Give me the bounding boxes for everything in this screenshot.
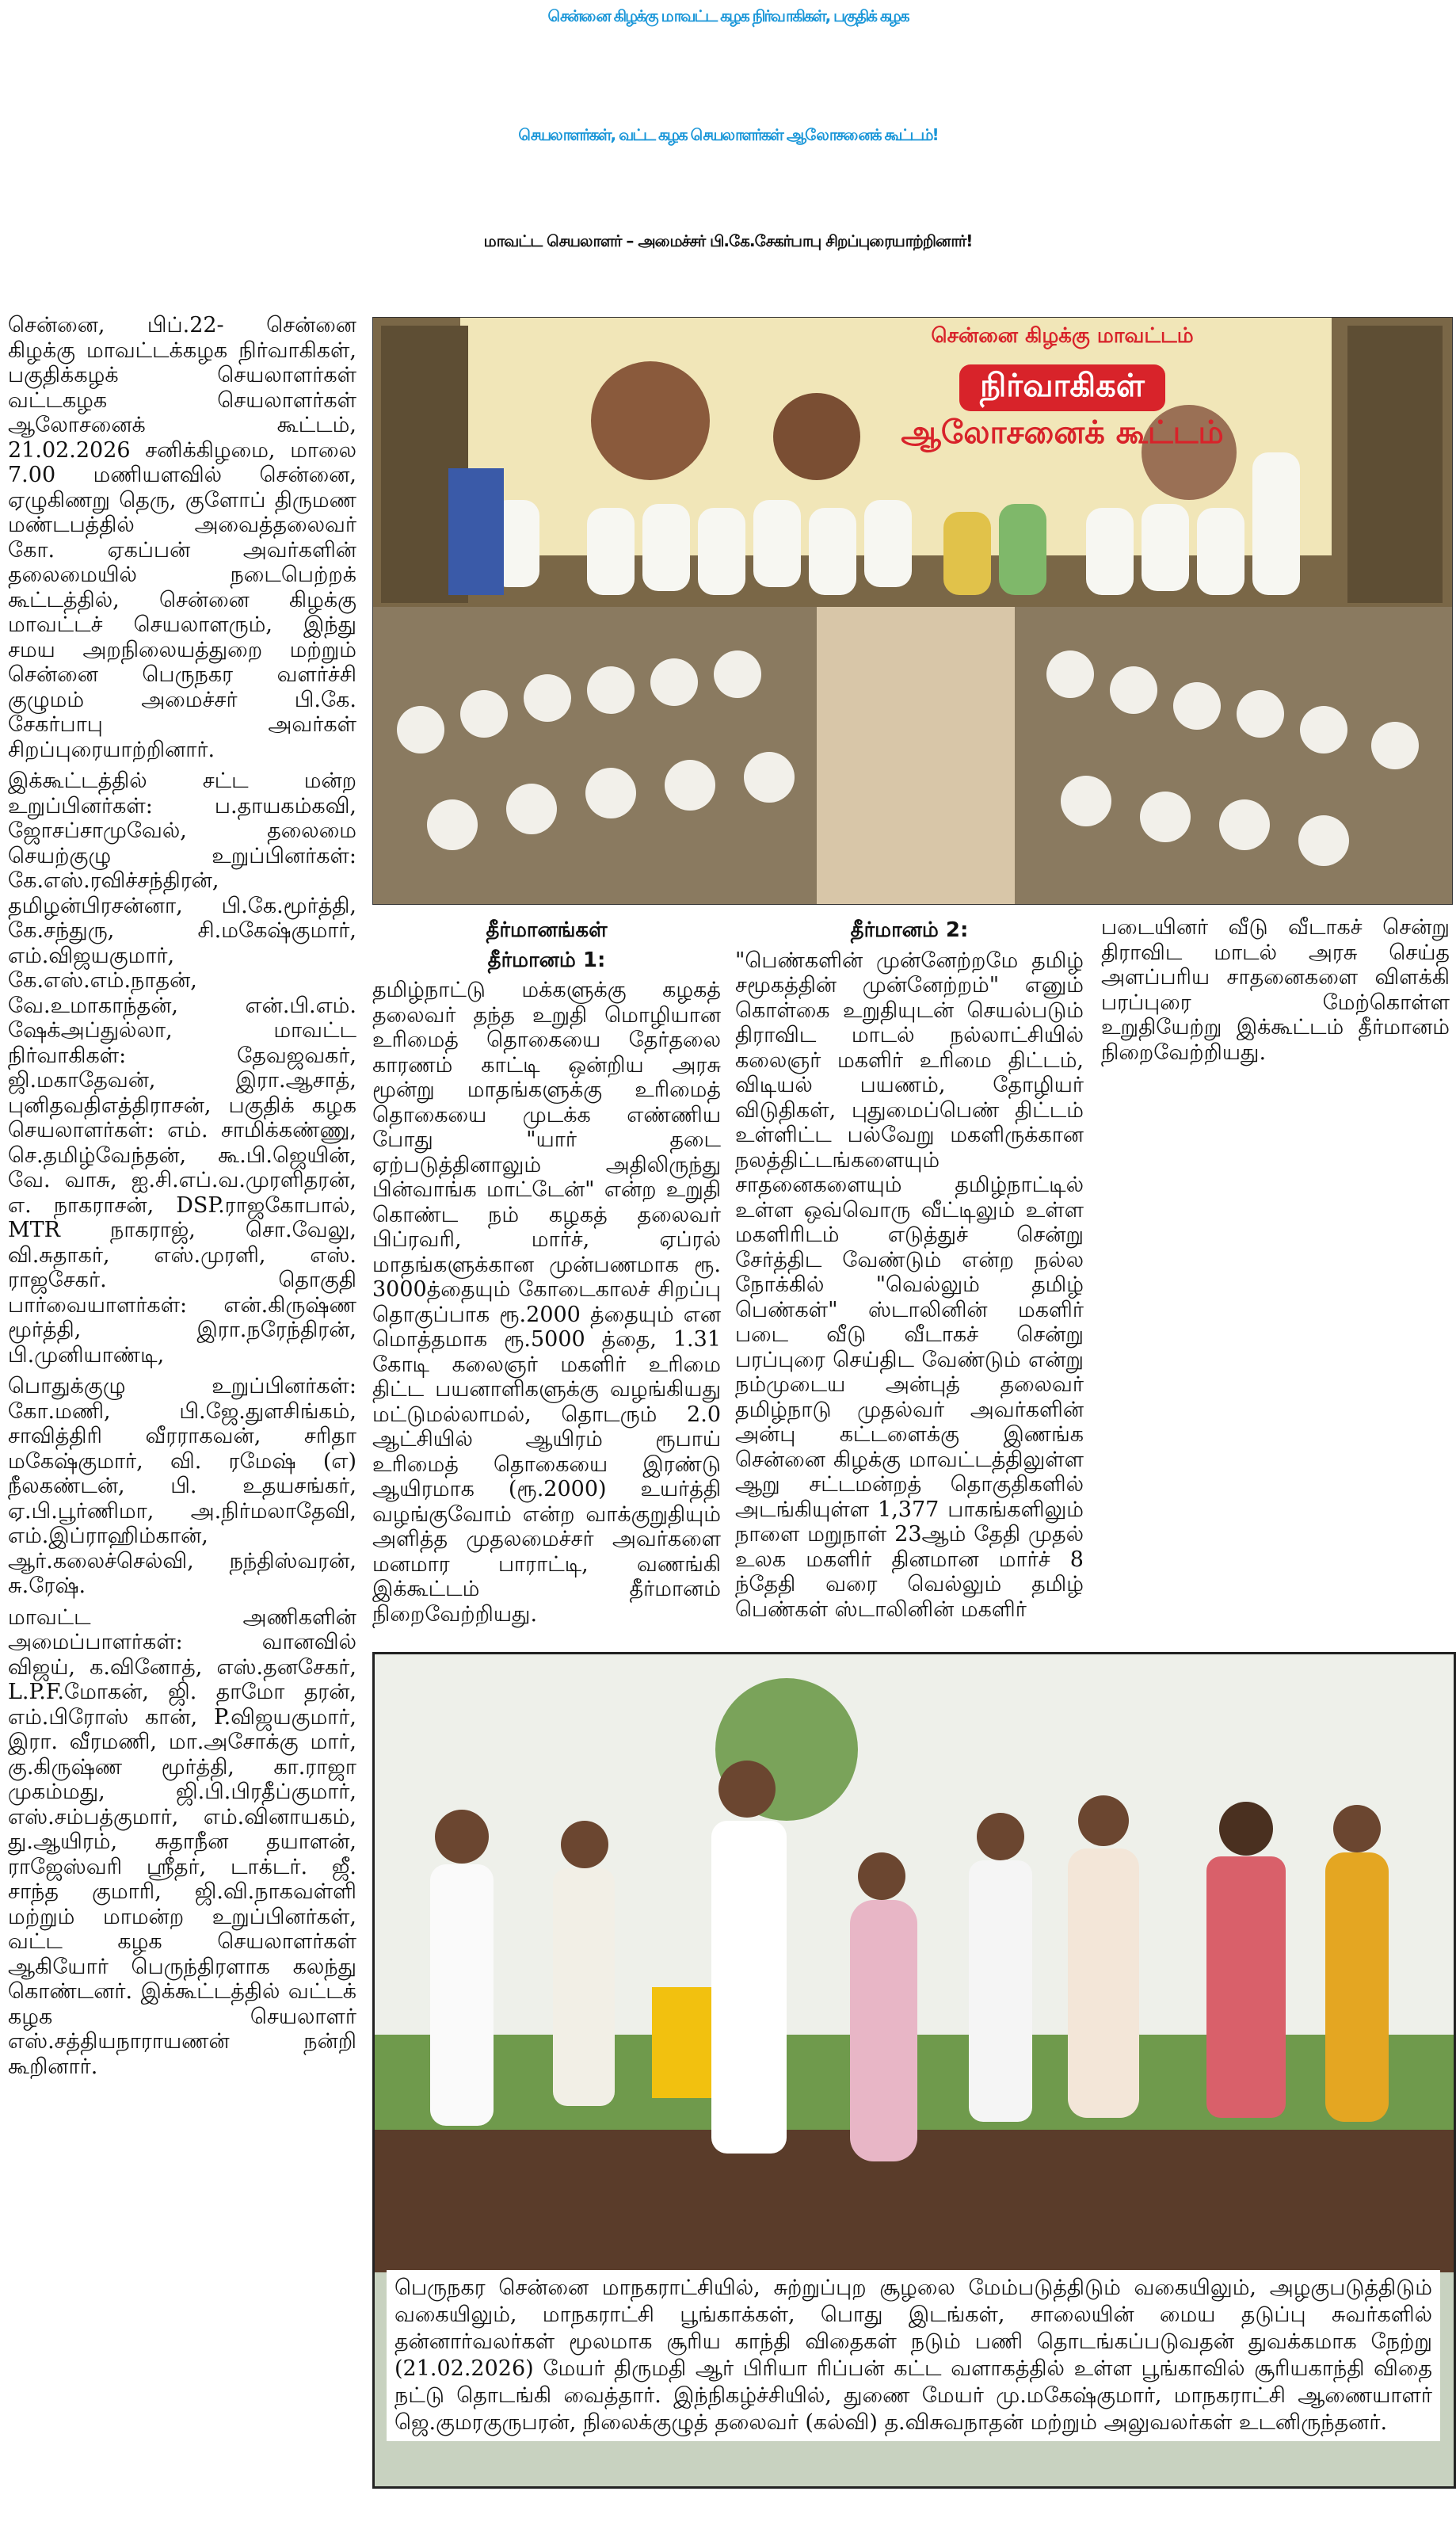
article-column-3: [735, 915, 1084, 1628]
resolution-1-heading: தீர்மானம் 1:: [487, 948, 606, 972]
resolution-2-text: "பெண்களின் முன்னேற்றமே தமிழ் சமூகத்தின் முன்னேற்றம்" எனும் கொள்கை உறுதியுடன் செயல்படும் திராவிட மாடல் நல்லாட்சியில் கலைஞர் மகளிர் உரிமை திட்டம், விடியல் பயணம், தோழியர் விடுதிகள், புதுமைப்பெண் திட்டம் உள்ளிட்ட பல்வேறு மகளிருக்கான நலத்திட்டங்களையும் சாதனைகளையும் தமிழ்நாட்டில் உள்ள ஒவ்வொரு வீட்டிலும் உள்ள மகளிரிடம் எடுத்துச் சென்று சேர்த்திட வேண்டும் என்ற நல்ல நோக்கில் "வெல்லும் தமிழ் பெண்கள்" ஸ்டாலினின் மகளிர் படை வீடு வீடாகச் சென்று பரப்புரை செய்திட வேண்டும் என்று நம்முடைய அன்புத் தலைவர் தமிழ்நாடு முதல்வர் அவர்களின் அன்பு கட்டளைக்கு இணங்க சென்னை கிழக்கு மாவட்டத்திலுள்ள ஆறு சட்டமன்றத் தொகுதிகளில் அடங்கியுள்ள 1,377 பாகங்களிலும் நாளை மறுநாள் 23ஆம் தேதி முதல் உலக மகளிர் தினமான மார்ச் 8 ந்தேதி வரை வெல்லும் தமிழ் பெண்கள் ஸ்டாலினின் மகளிர்: [735, 948, 1084, 1622]
headline-line-2: செயலாளர்கள், வட்ட கழக செயலாளர்கள் ஆலோசனைக் கூட்டம்!: [518, 125, 938, 144]
resolutions-heading: தீர்மானங்கள்: [486, 918, 608, 942]
subheadline: மாவட்ட செயலாளர் – அமைச்சர் பி.கே.சேகர்பாபு சிறப்புரையாற்றினார்!: [483, 231, 973, 250]
resolution-2-heading: தீர்மானம் 2:: [850, 918, 969, 942]
article-lead-paragraph: சென்னை, பிப்.22- சென்னை கிழக்கு மாவட்டக்கழக நிர்வாகிகள், பகுதிக்கழக் செயலாளர்கள் வட்டகழக செயலாளர்கள் ஆலோசனைக் கூட்டம், 21.02.2026 சனிக்கிழமை, மாலை 7.00 மணியளவில் சென்னை, ஏழுகிணறு தெரு, குளோப் திருமண மண்டபத்தில் அவைத்தலைவர் கோ. ஏகப்பன் அவர்களின் தலைமையில் நடைபெற்றக் கூட்டத்தில், சென்னை கிழக்கு மாவட்டச் செயலாளரும், இந்து சமய அறநிலையத்துறை மற்றும் சென்னை பெருநகர வளர்ச்சி குழுமம் அமைச்சர் பி.கே. சேகர்பாபு அவர்கள் சிறப்புரையாற்றினார்.: [8, 313, 356, 762]
article-column-2: [372, 915, 721, 1628]
meeting-photo: [372, 317, 1453, 905]
article-wing-organizers-paragraph: மாவட்ட அணிகளின் அமைப்பாளர்கள்: வானவில் விஜய், க.வினோத், எஸ்.தனசேகர், L.P.F.மோகன், ஜி. தாமோ தரன், எம்.பிரோஸ் கான், P.விஜயகுமார், இரா. வீரமணி, மா.அசோக்கு மார், கு.கிருஷ்ண மூர்த்தி, கா.ராஜா முகம்மது, ஜி.பி.பிரதீப்குமார், எஸ்.சம்பத்குமார், எம்.வினாயகம், து.ஆயிரம், சுதாநீன தயாளன், ராஜேஸ்வரி ஸ்ரீதர், டாக்டர். ஜீ. சாந்த குமாரி, ஜி.வி.நாகவள்ளி மற்றும் மாமன்ற உறுப்பினர்கள், வட்ட கழக செயலாளர்கள் ஆகியோர் பெருந்திரளாக கலந்து கொண்டனர். இக்கூட்டத்தில் வட்டக் கழக செயலாளர் எஸ்.சத்தியநாராயணன் நன்றி கூறினார்.: [8, 1604, 356, 2079]
banner-top-text: சென்னை கிழக்கு மாவட்டம்: [931, 324, 1194, 348]
photo-caption: பெருநகர சென்னை மாநகராட்சியில், சுற்றுப்புற சூழலை மேம்படுத்திடும் வகையிலும், அழகுபடுத்திடும் வகையிலும், மாநகராட்சி பூங்காக்கள், பொது இடங்கள், சாலையின் மைய தடுப்பு சுவர்களில் தன்னார்வலர்கள் மூலமாக சூரிய காந்தி விதைகள் நடும் பணி தொடங்கப்படுவதன் துவக்கமாக நேற்று (21.02.2026) மேயர் திருமதி ஆர் பிரியா ரிப்பன் கட்ட வளாகத்தில் உள்ள பூங்காவில் சூரியகாந்தி விதை நட்டு தொடங்கி வைத்தார். இந்நிகழ்ச்சியில், துணை மேயர் மு.மகேஷ்குமார், மாநகராட்சி ஆணையாளர் ஜெ.குமரகுருபரன், நிலைக்குழுத் தலைவர் (கல்வி) த.விசுவநாதன் மற்றும் அலுவலர்கள் உடனிருந்தனர்.: [387, 2270, 1440, 2441]
article-column-4: [1101, 915, 1450, 1628]
article-attendees-paragraph: இக்கூட்டத்தில் சட்ட மன்ற உறுப்பினர்கள்: ப.தாயகம்கவி, ஜோசப்சாமுவேல், தலைமை செயற்குழு உறுப்பினர்கள்: கே.எஸ்.ரவிச்சந்திரன், தமிழன்பிரசன்னா, பி.கே.மூர்த்தி, கே.சந்துரு, சி.மகேஷ்குமார், எம்.விஜயகுமார், கே.எஸ்.எம்.நாதன், வே.உமாகாந்தன், என்.பி.எம். ஷேக்அப்துல்லா, மாவட்ட நிர்வாகிகள்: தேவஜவகர், ஜி.மகாதேவன், இரா.ஆசாத், புனிதவதிஎத்திராசன், பகுதிக் கழக செயலாளர்கள்: எம். சாமிக்கண்ணு, செ.தமிழ்வேந்தன், கூ.பி.ஜெயின், வே. வாசு, ஐ.சி.எப்.வ.முரளிதரன், எ. நாகராசன், DSP.ராஜகோபால், MTR நாகராஜ், சொ.வேலு, வி.சுதாகர், எஸ்.முரளி, எஸ். ராஜசேகர். தொகுதி பார்வையாளர்கள்: என்.கிருஷ்ண மூர்த்தி, இரா.நரேந்திரன், பி.முனியாண்டி,: [8, 769, 356, 1368]
resolution-2-text-continued: படையினர் வீடு வீடாகச் சென்று திராவிட மாடல் அரசு செய்த அளப்பரிய சாதனைகளை விளக்கி பரப்புரை மேற்கொள்ள உறுதியேற்று இக்கூட்டம் தீர்மானம் நிறைவேற்றியது.: [1101, 915, 1450, 1065]
banner-line-2: ஆலோசனைக் கூட்டம்: [901, 414, 1224, 451]
headline-line-1: சென்னை கிழக்கு மாவட்ட கழக நிர்வாகிகள், பகுதிக் கழக: [547, 6, 909, 25]
banner-line-1: நிர்வாகிகள்: [959, 364, 1165, 411]
article-general-council-paragraph: பொதுக்குழு உறுப்பினர்கள்: கோ.மணி, பி.ஜே.துளசிங்கம், சாவித்திரி வீரராகவன், சரிதா மகேஷ்குமார், வி. ரமேஷ் (எ) நீலகண்டன், பி. உதயசங்கர், ஏ.பி.பூர்ணிமா, அ.நிர்மலாதேவி, எம்.இப்ராஹிம்கான், ஆர்.கலைச்செல்வி, நந்திஸ்வரன், சு.ரேஷ்.: [8, 1374, 356, 1598]
podium: [448, 468, 504, 595]
resolution-1-text: தமிழ்நாட்டு மக்களுக்கு கழகத் தலைவர் தந்த உறுதி மொழியான உரிமைத் தொகையை தேர்தலை காரணம் காட்டி ஒன்றிய அரசு மூன்று மாதங்களுக்கு உரிமைத் தொகையை முடக்க எண்ணிய போது "யார் தடை ஏற்படுத்தினாலும் அதிலிருந்து பின்வாங்க மாட்டேன்" என்ற உறுதி கொண்ட நம் கழகத் தலைவர் பிப்ரவரி, மார்ச், ஏப்ரல் மாதங்களுக்கான முன்பணமாக ரூ. 3000த்தையும் கோடைகாலச் சிறப்பு தொகுப்பாக ரூ.2000 த்தையும் என மொத்தமாக ரூ.5000 த்தை, 1.31 கோடி கலைஞர் மகளிர் உரிமை திட்ட பயனாளிகளுக்கு வழங்கியது மட்டுமல்லாமல், தொடரும் 2.0 ஆட்சியில் ஆயிரம் ரூபாய் உரிமைத் தொகையை இரண்டு ஆயிரமாக (ரூ.2000) உயர்த்தி வழங்குவோம் என்ற வாக்குறுதியும் அளித்த முதலமைச்சர் அவர்களை மனமார பாராட்டி, வணங்கி இக்கூட்டம் தீர்மானம் நிறைவேற்றியது.: [372, 978, 721, 1627]
article-column-1: [8, 313, 356, 2531]
